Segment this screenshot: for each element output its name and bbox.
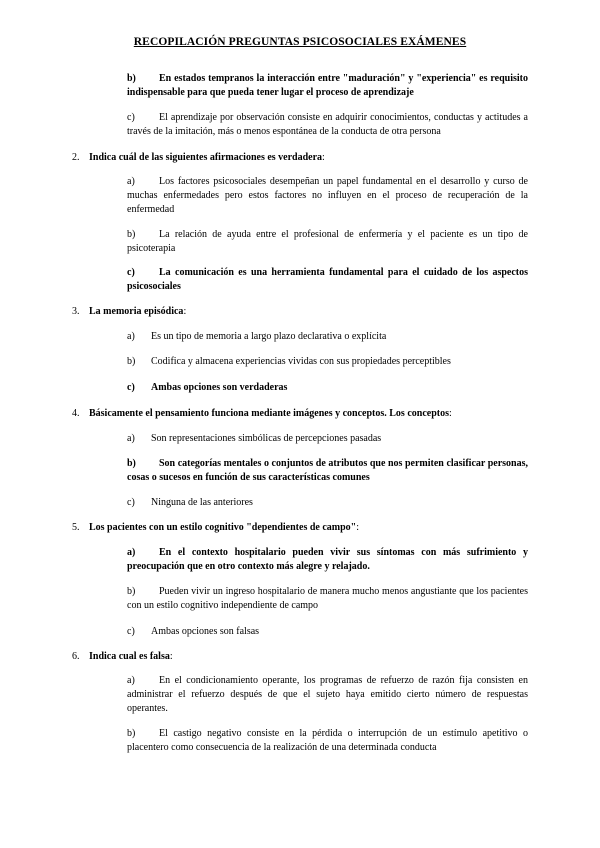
question-5: 5. Los pacientes con un estilo cognitivo "dependientes de campo": (72, 522, 360, 533)
option-2a (127, 175, 528, 217)
option-6a (127, 674, 528, 716)
option-letter: b) (127, 728, 136, 739)
option-3b (127, 355, 528, 369)
option-2b (127, 228, 528, 256)
question-number: 5. (72, 522, 80, 533)
option-4c (127, 496, 528, 510)
option-3a (127, 330, 528, 344)
option-5a (127, 546, 528, 574)
option-text: La relación de ayuda entre el profesional de enfermería y el paciente es un tipo de psicoterapia (127, 229, 528, 254)
question-3: 3. La memoria episódica: (72, 306, 187, 317)
option-4a (127, 432, 528, 446)
page-title: RECOPILACIÓN PREGUNTAS PSICOSOCIALES EXÁMENES (133, 36, 467, 48)
option-letter: c) (127, 497, 135, 508)
question-number: 3. (72, 306, 80, 317)
question-6: 6. Indica cual es falsa: (72, 651, 173, 662)
option-text: Codifica y almacena experiencias vividas con sus propiedades perceptibles (151, 356, 451, 367)
option-text: El castigo negativo consiste en la pérdida o interrupción de un estímulo apetitivo o placentero como consecuencia de la realización de una determinada conducta (127, 728, 528, 753)
option-text: El aprendizaje por observación consiste en adquirir conocimientos, conductas y actitudes a través de la imitación, más o menos espontánea de la conducta de otra persona (127, 112, 528, 137)
question-2: 2. Indica cuál de las siguientes afirmaciones es verdadera: (72, 152, 325, 163)
option-text: Ninguna de las anteriores (151, 497, 253, 508)
option-1c (127, 111, 528, 139)
option-5b (127, 585, 528, 613)
option-letter: a) (127, 675, 135, 686)
option-text: En el contexto hospitalario pueden vivir sus síntomas con más sufrimiento y preocupación que en otro contexto más alegre y relajado. (127, 547, 528, 572)
question-stem: Indica cual es falsa (89, 651, 170, 662)
option-letter: b) (127, 73, 136, 84)
option-text: Pueden vivir un ingreso hospitalario de manera mucho menos angustiante que los pacientes con un estilo cognitivo independiente de campo (127, 586, 528, 611)
option-letter: a) (127, 176, 135, 187)
option-text: En el condicionamiento operante, los programas de refuerzo de razón fija consisten en administrar el refuerzo después de que el sujeto haya emitido cierto número de respuestas operantes. (127, 675, 528, 714)
option-text: Los factores psicosociales desempeñan un papel fundamental en el desarrollo y curso de muchas enfermedades pero estos factores no influyen en el proceso de recuperación de la enfermedad (127, 176, 528, 215)
question-4: 4. Básicamente el pensamiento funciona mediante imágenes y conceptos. Los conceptos: (72, 408, 452, 419)
option-text: Son representaciones simbólicas de percepciones pasadas (151, 433, 382, 444)
option-text: Son categorías mentales o conjuntos de atributos que nos permiten clasificar personas, cosas o sucesos en función de sus características comunes (127, 458, 528, 483)
option-1b (127, 72, 528, 100)
question-stem: Los pacientes con un estilo cognitivo "dependientes de campo" (89, 522, 357, 533)
option-letter: c) (127, 382, 135, 393)
option-text: En estados tempranos la interacción entre "maduración" y "experiencia" es requisito indispensable para que pueda tener lugar el proceso de aprendizaje (127, 73, 528, 98)
option-letter: c) (127, 112, 135, 123)
option-6b (127, 727, 528, 755)
question-stem: Básicamente el pensamiento funciona mediante imágenes y conceptos. Los conceptos (89, 408, 449, 419)
option-letter: b) (127, 356, 136, 367)
option-4b (127, 457, 528, 485)
question-number: 4. (72, 408, 80, 419)
option-text: Es un tipo de memoria a largo plazo declarativa o explícita (151, 331, 387, 342)
question-number: 2. (72, 152, 80, 163)
question-stem: Indica cuál de las siguientes afirmaciones es verdadera (89, 152, 323, 163)
option-text: Ambas opciones son falsas (151, 626, 260, 637)
option-letter: a) (127, 331, 135, 342)
option-letter: b) (127, 586, 136, 597)
option-text: Ambas opciones son verdaderas (151, 382, 288, 393)
option-letter: a) (127, 547, 136, 558)
option-text: La comunicación es una herramienta fundamental para el cuidado de los aspectos psicosociales (127, 267, 528, 292)
option-letter: c) (127, 267, 135, 278)
question-stem: La memoria episódica (89, 306, 184, 317)
option-letter: b) (127, 229, 136, 240)
option-letter: b) (127, 458, 136, 469)
option-letter: a) (127, 433, 135, 444)
option-letter: c) (127, 626, 135, 637)
option-2c (127, 266, 528, 294)
question-number: 6. (72, 651, 80, 662)
option-3c (127, 381, 528, 395)
option-5c (127, 625, 528, 639)
